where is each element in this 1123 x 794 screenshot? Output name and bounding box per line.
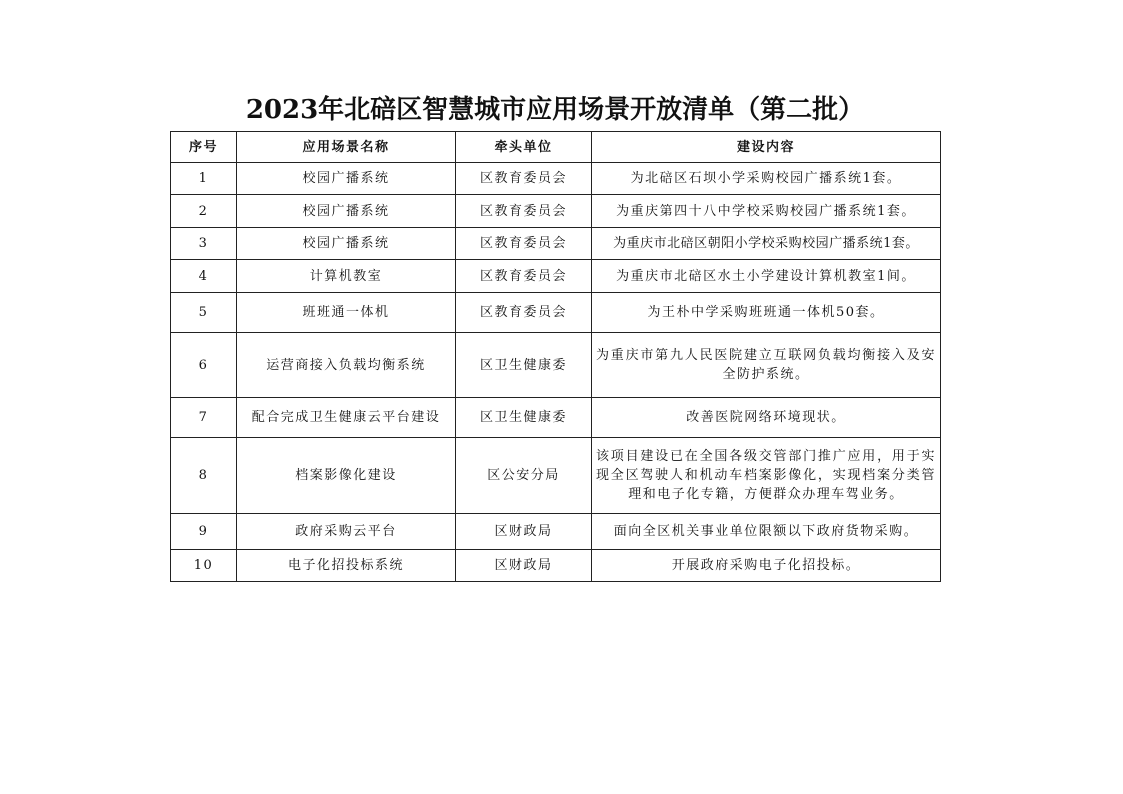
row-content: 面向全区机关事业单位限额以下政府货物采购。 — [592, 514, 941, 550]
row-unit: 区教育委员会 — [456, 293, 592, 333]
row-content: 该项目建设已在全国各级交管部门推广应用，用于实现全区驾驶人和机动车档案影像化，实现档案分类管理和电子化专籍，方便群众办理车驾业务。 — [592, 438, 941, 514]
row-seq: 5 — [171, 293, 237, 333]
row-unit: 区教育委员会 — [456, 163, 592, 195]
row-unit: 区教育委员会 — [456, 195, 592, 228]
table-row — [171, 550, 941, 582]
table-row — [171, 398, 941, 438]
row-name: 校园广播系统 — [237, 228, 456, 260]
row-name: 配合完成卫生健康云平台建设 — [237, 398, 456, 438]
row-seq: 8 — [171, 438, 237, 514]
row-seq: 6 — [171, 333, 237, 398]
table-row — [171, 260, 941, 293]
row-name: 政府采购云平台 — [237, 514, 456, 550]
row-name: 运营商接入负载均衡系统 — [237, 333, 456, 398]
page-title: 2023年北碚区智慧城市应用场景开放清单（第二批） — [245, 95, 865, 125]
row-unit: 区财政局 — [456, 550, 592, 582]
row-seq: 9 — [171, 514, 237, 550]
table-row — [171, 195, 941, 228]
row-name: 班班通一体机 — [237, 293, 456, 333]
table-row — [171, 438, 941, 514]
row-seq: 4 — [171, 260, 237, 293]
header-unit: 牵头单位 — [456, 132, 592, 163]
row-name: 电子化招投标系统 — [237, 550, 456, 582]
row-unit: 区教育委员会 — [456, 260, 592, 293]
row-seq: 10 — [171, 550, 237, 582]
header-name: 应用场景名称 — [237, 132, 456, 163]
header-content: 建设内容 — [592, 132, 941, 163]
table-row — [171, 333, 941, 398]
row-unit: 区教育委员会 — [456, 228, 592, 260]
row-content: 为北碚区石坝小学采购校园广播系统1套。 — [592, 163, 941, 195]
row-unit: 区卫生健康委 — [456, 333, 592, 398]
table-row — [171, 163, 941, 195]
row-content: 开展政府采购电子化招投标。 — [592, 550, 941, 582]
row-name: 档案影像化建设 — [237, 438, 456, 514]
table-row — [171, 293, 941, 333]
row-content: 为重庆市第九人民医院建立互联网负载均衡接入及安全防护系统。 — [592, 333, 941, 398]
table-row — [171, 514, 941, 550]
row-name: 校园广播系统 — [237, 163, 456, 195]
row-content: 为王朴中学采购班班通一体机50套。 — [592, 293, 941, 333]
table-header-row — [171, 132, 941, 163]
row-content: 改善医院网络环境现状。 — [592, 398, 941, 438]
row-seq: 7 — [171, 398, 237, 438]
row-seq: 1 — [171, 163, 237, 195]
table-row — [171, 228, 941, 260]
row-content: 为重庆市北碚区朝阳小学校采购校园广播系统1套。 — [592, 228, 941, 260]
row-content: 为重庆第四十八中学校采购校园广播系统1套。 — [592, 195, 941, 228]
row-unit: 区公安分局 — [456, 438, 592, 514]
row-seq: 3 — [171, 228, 237, 260]
row-name: 校园广播系统 — [237, 195, 456, 228]
scenario-table — [170, 131, 941, 582]
row-name: 计算机教室 — [237, 260, 456, 293]
header-seq: 序号 — [171, 132, 237, 163]
row-unit: 区卫生健康委 — [456, 398, 592, 438]
row-seq: 2 — [171, 195, 237, 228]
row-content: 为重庆市北碚区水土小学建设计算机教室1间。 — [592, 260, 941, 293]
row-unit: 区财政局 — [456, 514, 592, 550]
